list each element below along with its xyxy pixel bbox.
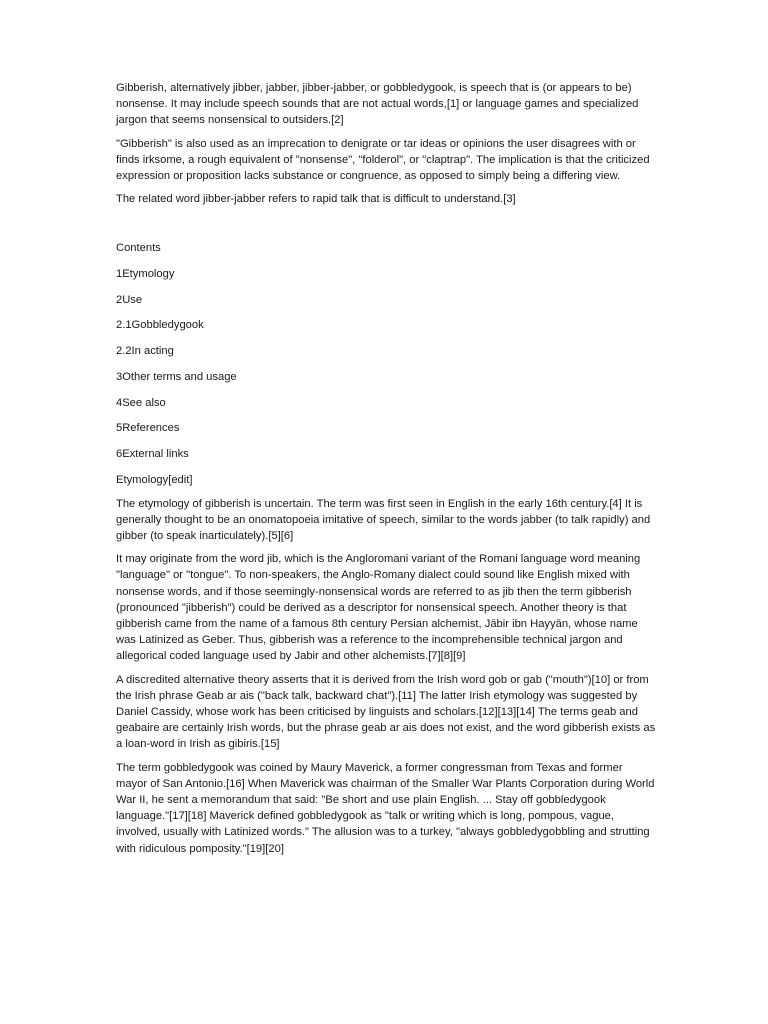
toc-title: Contents	[116, 242, 161, 255]
table-of-contents	[116, 240, 656, 471]
etymology-paragraph-1: The etymology of gibberish is uncertain. The term was first seen in English in the early 16th century.[4] It is generally thought to be an onomatopoeia imitative of speech, similar to the words jabber (to talk rapidly) and gibber (to speak inarticulately).[5][6]	[116, 497, 651, 543]
etymology-heading: Etymology[edit]	[116, 473, 193, 486]
toc-item-other-terms[interactable]: 3Other terms and usage	[116, 370, 237, 383]
intro-section	[116, 80, 656, 207]
toc-item-in-acting[interactable]: 2.2In acting	[116, 345, 174, 358]
toc-item-etymology[interactable]: 1Etymology	[116, 268, 175, 281]
intro-paragraph-3: The related word jibber-jabber refers to rapid talk that is difficult to understand.[3]	[116, 193, 516, 206]
toc-item-references[interactable]: 5References	[116, 422, 180, 435]
toc-item-external-links[interactable]: 6External links	[116, 447, 189, 460]
section-spacer	[116, 214, 656, 240]
etymology-paragraph-2: It may originate from the word jib, which is the Angloromani variant of the Romani language word meaning "language" or "tongue". To non-speakers, the Anglo-Romany dialect could sound like English mixed with nonsense words, and if those seemingly-nonsensical words are referred to as jib then the term gibberish (pronounced "jibberish") could be derived as a descriptor for nonsensical speech. Another theory is that gibberish came from the name of a famous 8th century Persian alchemist, Jābir ibn Hayyān, whose name was Latinized as Geber. Thus, gibberish was a reference to the incomprehensible technical jargon and allegorical coded language used by Jabir and other alchemists.[7][8][9]	[116, 553, 641, 663]
etymology-section	[116, 472, 656, 857]
etymology-paragraph-3: A discredited alternative theory asserts that it is derived from the Irish word gob or gab ("mouth")[10] or from the Irish phrase Geab ar ais ("back talk, backward chat").[11] The latter Irish etymology was suggested by Daniel Cassidy, whose work has been criticised by linguists and scholars.[12][13][14] The terms geab and geabaire are certainly Irish words, but the phrase geab ar ais does not exist, and the word gibberish exists as a loan-word in Irish as gibiris.[15]	[116, 673, 656, 751]
toc-item-gobbledygook[interactable]: 2.1Gobbledygook	[116, 319, 204, 332]
etymology-paragraph-4: The term gobbledygook was coined by Maury Maverick, a former congressman from Texas and former mayor of San Antonio.[16] When Maverick was chairman of the Smaller War Plants Corporation during World War II, he sent a memorandum that said: "Be short and use plain English. ... Stay off gobbledygook language."[17][18] Maverick defined gobbledygook as "talk or writing which is long, pompous, vague, involved, usually with Latinized words." The allusion was to a turkey, "always gobbledygobbling and strutting with ridiculous pomposity."[19][20]	[116, 761, 655, 855]
intro-paragraph-2: "Gibberish" is also used as an imprecation to denigrate or tar ideas or opinions the user disagrees with or finds irksome, a rough equivalent of "nonsense", "folderol", or "claptrap". The implication is that the criticized expression or proposition lacks substance or congruence, as opposed to simply being a differing view.	[116, 137, 650, 183]
intro-paragraph-1: Gibberish, alternatively jibber, jabber, jibber-jabber, or gobbledygook, is speech that is (or appears to be) nonsense. It may include speech sounds that are not actual words,[1] or language games and specialized jargon that seems nonsensical to outsiders.[2]	[116, 82, 639, 127]
toc-item-use[interactable]: 2Use	[116, 293, 143, 306]
document-content	[116, 80, 656, 864]
toc-item-see-also[interactable]: 4See also	[116, 396, 166, 409]
